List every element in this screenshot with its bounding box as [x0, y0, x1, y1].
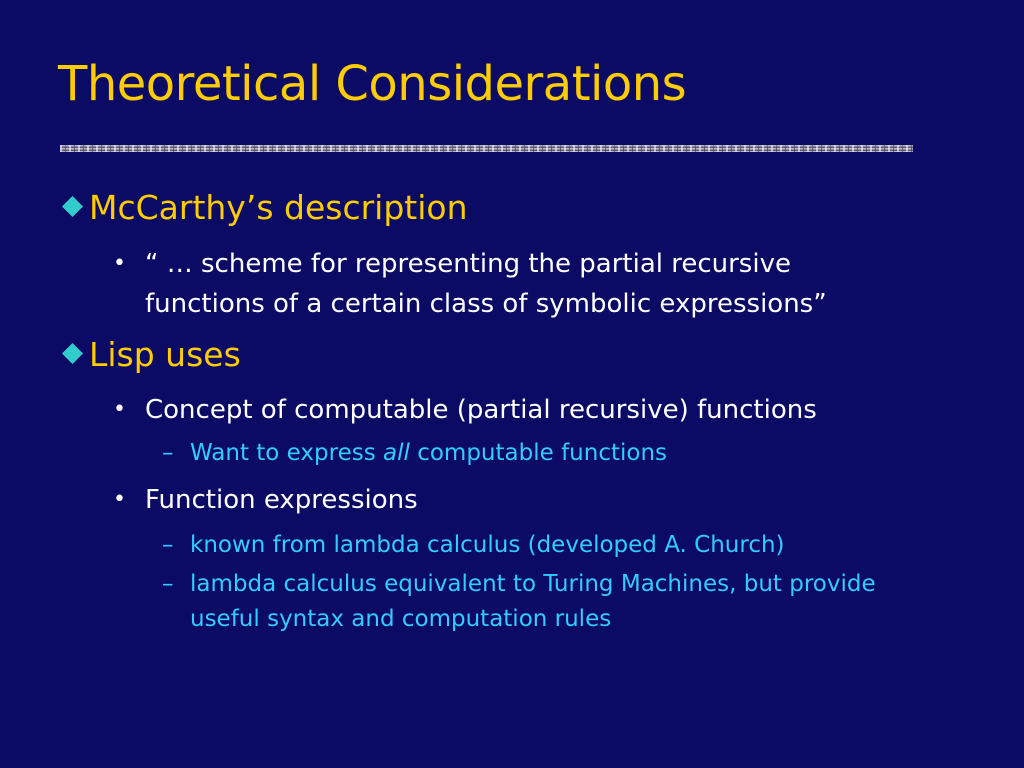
dash-marker: –: [162, 440, 174, 466]
function-expressions-text: Function expressions: [145, 485, 418, 515]
section-heading: McCarthy’s description: [89, 188, 468, 227]
title-divider: [60, 145, 913, 152]
turing-text-line-1: lambda calculus equivalent to Turing Machines, but provide: [190, 571, 876, 597]
turing-text-line-2: useful syntax and computation rules: [190, 606, 612, 632]
lambda-calculus-text: known from lambda calculus (developed A. Church): [190, 532, 785, 558]
text-suffix: computable functions: [409, 440, 668, 466]
function-expressions-item: [113, 480, 418, 520]
turing-machines-item: [162, 567, 972, 637]
diamond-bullet-icon: [62, 343, 83, 364]
slide-title: Theoretical Considerations: [58, 56, 687, 112]
text-prefix: Want to express: [190, 440, 384, 466]
emphasis-all: all: [383, 440, 410, 466]
lambda-calculus-item: [162, 528, 785, 563]
dash-marker: –: [162, 571, 174, 597]
diamond-bullet-icon: [62, 196, 83, 217]
bullet-lisp-uses: [62, 337, 241, 373]
quote-text-line-1: “ … scheme for representing the partial recursive: [145, 249, 791, 279]
quote-text-line-2: functions of a certain class of symbolic expressions”: [145, 289, 827, 319]
dash-marker: –: [162, 532, 174, 558]
bullet-dot: •: [113, 251, 126, 276]
section-heading: Lisp uses: [89, 335, 241, 374]
want-express-item: [162, 436, 667, 471]
want-express-text: [162, 436, 667, 471]
bullet-mccarthy-description: [62, 190, 468, 226]
quote-item: [113, 244, 933, 324]
concept-item: [113, 390, 817, 430]
bullet-dot: •: [113, 487, 126, 512]
bullet-dot: •: [113, 397, 126, 422]
concept-text: Concept of computable (partial recursive) functions: [145, 395, 817, 425]
